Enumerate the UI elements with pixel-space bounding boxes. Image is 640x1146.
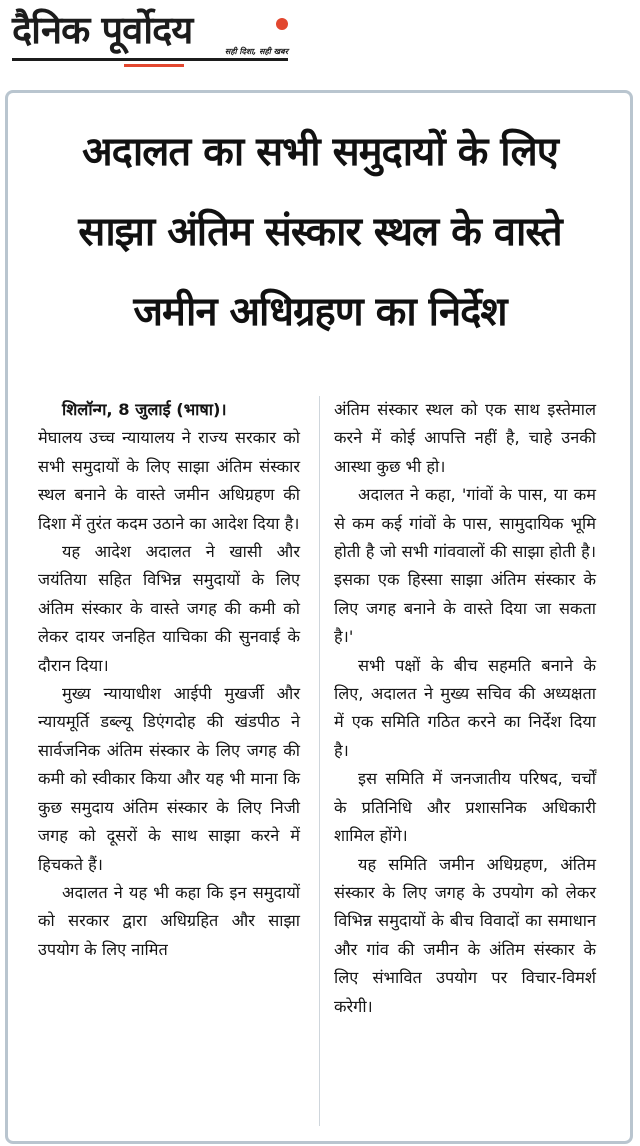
logo-dot: [276, 18, 288, 30]
masthead-rule: [12, 58, 288, 61]
paragraph: यह आदेश अदालत ने खासी और जयंतिया सहित विभिन्न समुदायों के लिए अंतिम संस्कार के वास्ते जगह की कमी को लेकर दायर जनहित याचिका की सुनवाई के दौरान दिया।: [38, 542, 300, 675]
headline-line-2: साझा अंतिम संस्कार स्थल के वास्ते: [78, 209, 562, 255]
newspaper-logo: दैनिक पूर्वोदय: [12, 8, 193, 52]
paragraph: इस समिति में जनजातीय परिषद, चर्चों के प्रतिनिधि और प्रशासनिक अधिकारी शामिल होंगे।: [334, 769, 596, 846]
paragraph: अदालत ने यह भी कहा कि इन समुदायों को सरकार द्वारा अधिग्रहित और साझा उपयोग के लिए नामित: [38, 882, 300, 959]
column-divider: [319, 396, 320, 1126]
paragraph: सभी पक्षों के बीच सहमति बनाने के लिए, अदालत ने मुख्य सचिव की अध्यक्षता में एक समिति गठित करने का निर्देश दिया है।: [334, 655, 596, 760]
masthead-accent: [124, 64, 184, 67]
newspaper-tagline: सही दिशा, सही खबर: [224, 47, 288, 56]
article-column-right: [334, 396, 596, 1021]
headline-line-1: अदालत का सभी समुदायों के लिए: [82, 129, 558, 175]
paragraph: [38, 396, 300, 424]
paragraph: अंतिम संस्कार स्थल को एक साथ इस्तेमाल करने में कोई आपत्ति नहीं है, चाहे उनकी आस्था कुछ भी हो।: [334, 400, 596, 476]
paragraph: यह समिति जमीन अधिग्रहण, अंतिम संस्कार के लिए जगह के उपयोग को लेकर विभिन्न समुदायों के बीच विवादों का समाधान और गांव की जमीन के अंतिम संस्कार के लिए संभावित उपयोग पर विचार-विमर्श करेगी।: [334, 854, 596, 1016]
paragraph: मेघालय उच्च न्यायालय ने राज्य सरकार को सभी समुदायों के लिए साझा अंतिम संस्कार स्थल बनाने के वास्ते जमीन अधिग्रहण की दिशा में तुरंत कदम उठाने का आदेश दिया है।: [38, 428, 300, 533]
dateline: शिलॉन्ग, 8 जुलाई (भाषा)।: [62, 400, 227, 419]
paragraph: मुख्य न्यायाधीश आईपी मुखर्जी और न्यायमूर्ति डब्ल्यू डिएंगदोह की खंडपीठ ने सार्वजनिक अंतिम संस्कार के लिए जगह की कमी को स्वीकार किया और यह भी माना कि कुछ समुदाय अंतिम संस्कार के लिए निजी जगह को दूसरों के साथ साझा करने में हिचकते हैं।: [38, 684, 300, 874]
article-headline: [20, 112, 620, 352]
article-column-left: [38, 396, 300, 964]
paragraph: अदालत ने कहा, 'गांवों के पास, या कम से कम कई गांवों के पास, सामुदायिक भूमि होती है जो सभी गांववालों की साझा होती है। इसका एक हिस्सा साझा अंतिम संस्कार के लिए जगह बनाने के वास्ते दिया जा सकता है।': [334, 485, 596, 647]
headline-line-3: जमीन अधिग्रहण का निर्देश: [133, 289, 507, 335]
masthead: [12, 6, 288, 72]
